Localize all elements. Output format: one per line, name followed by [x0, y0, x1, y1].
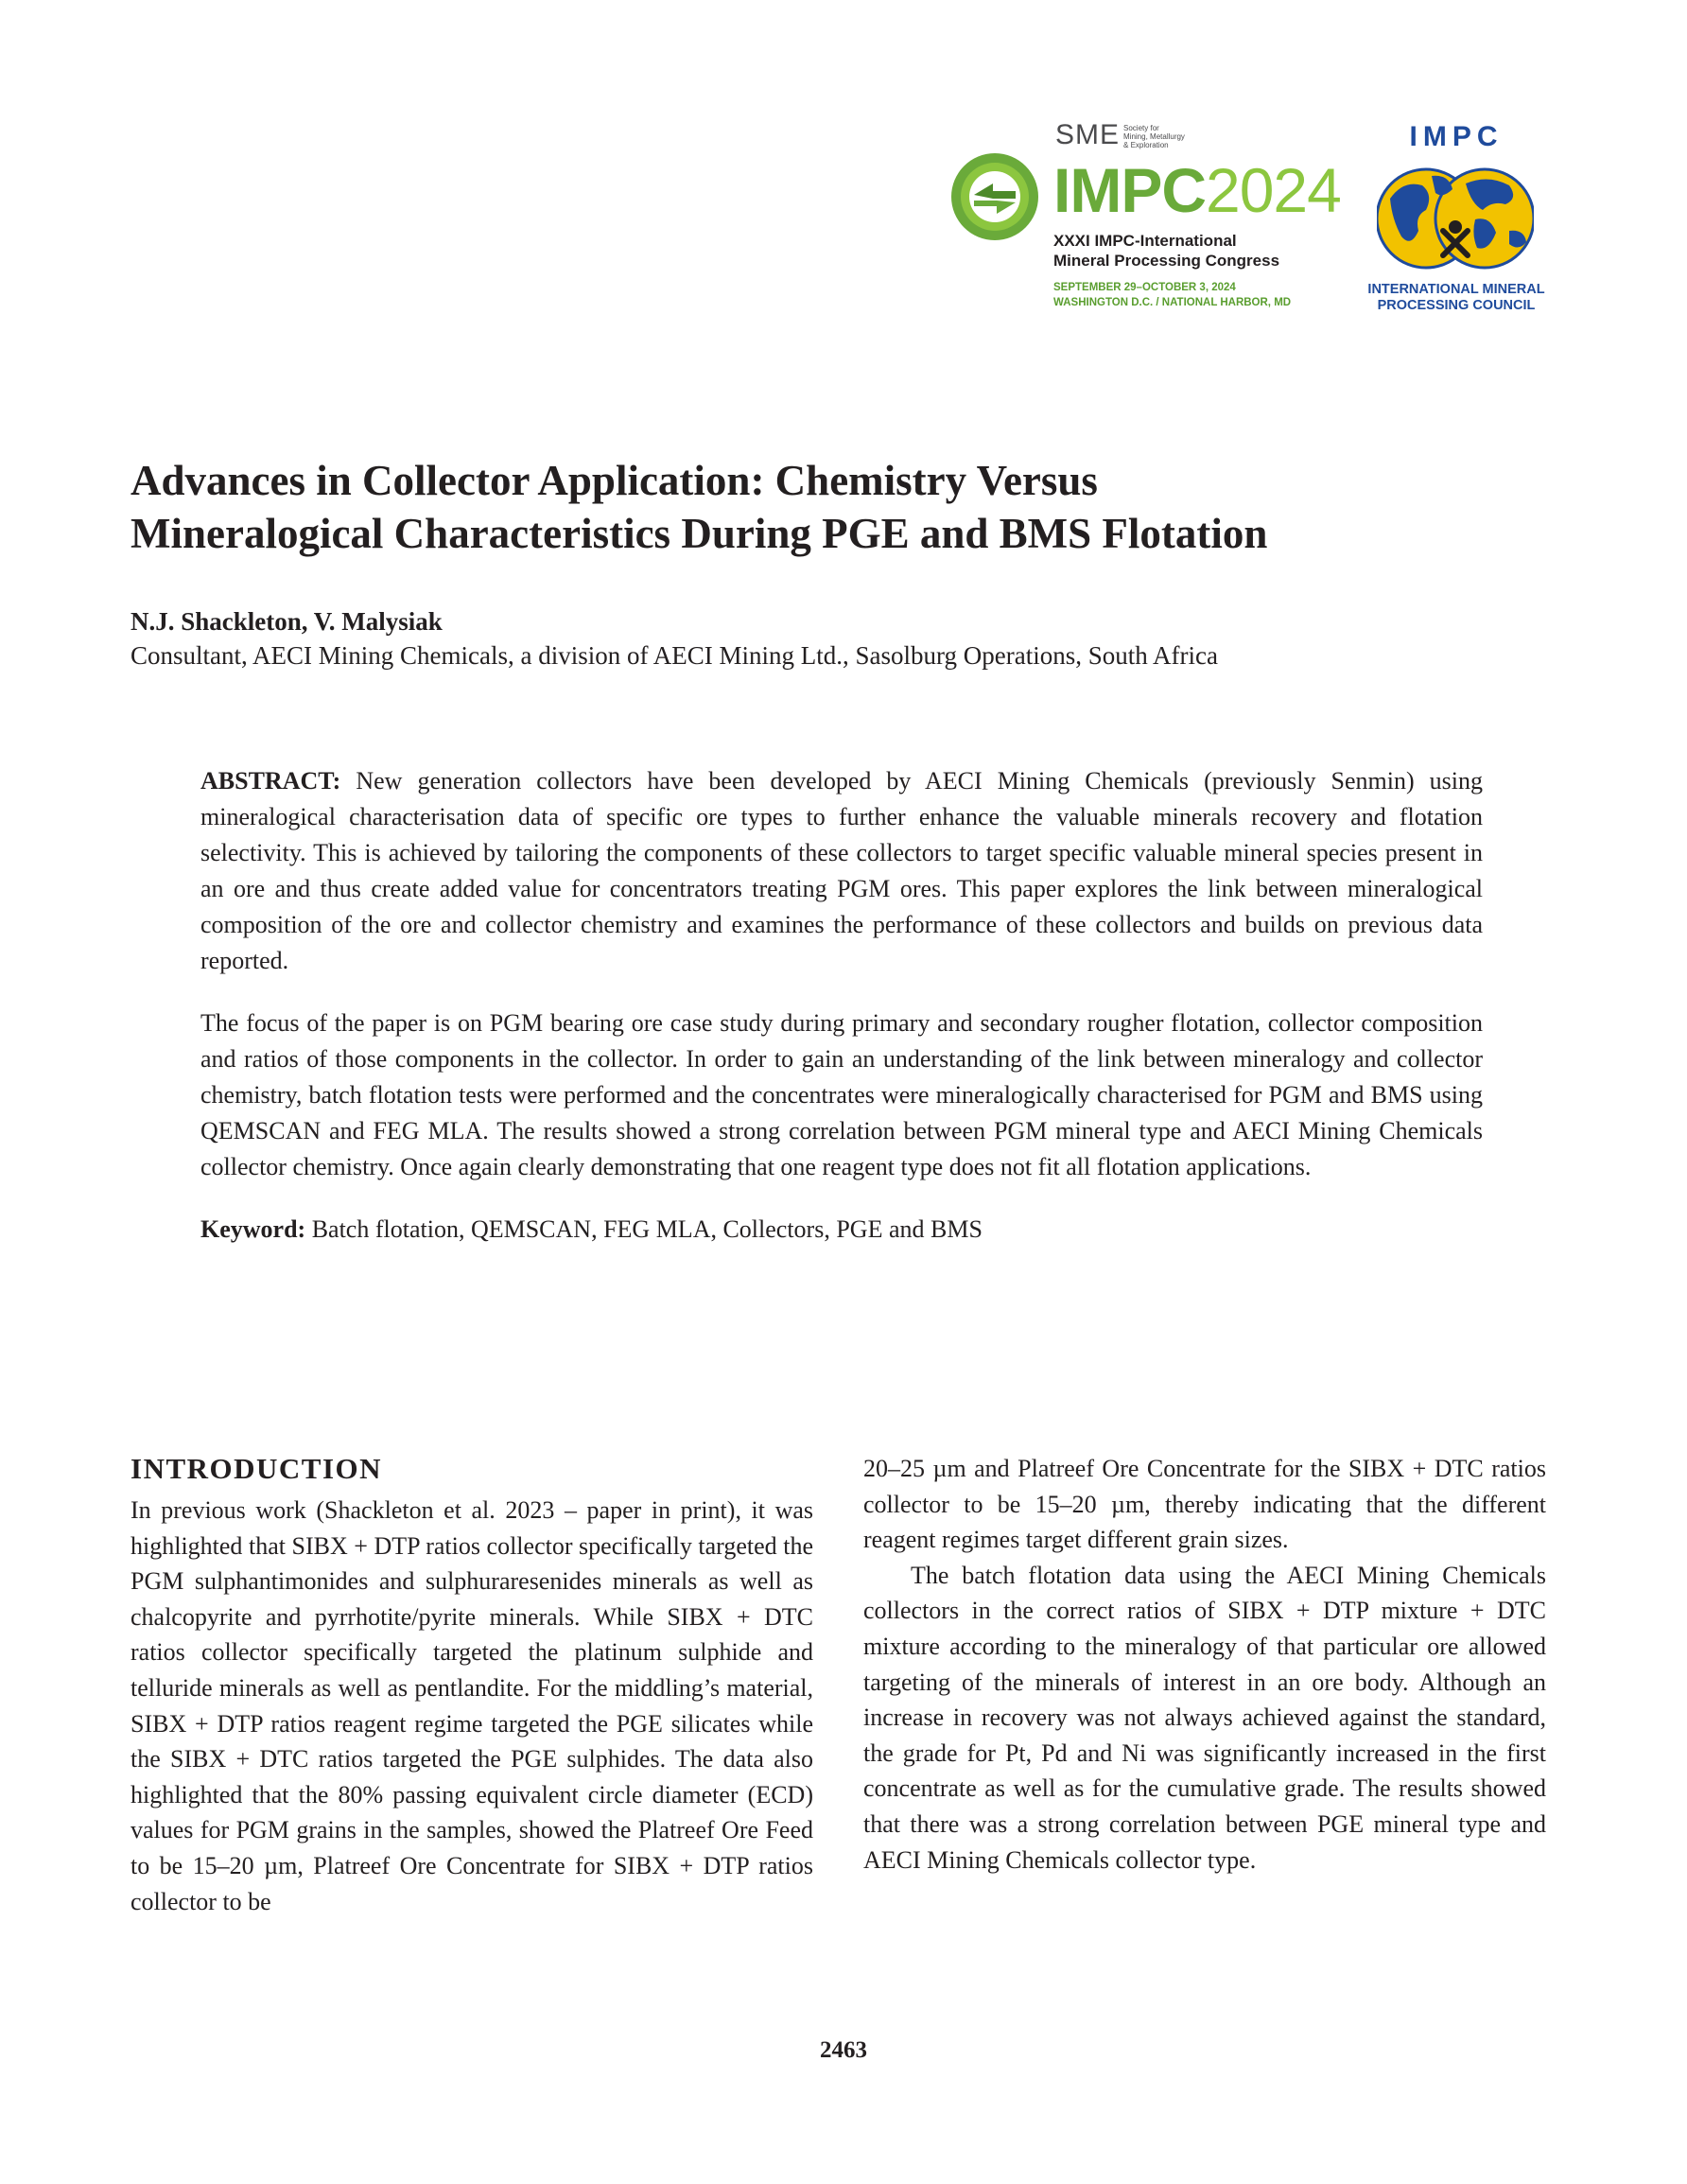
author-affiliation: Consultant, AECI Mining Chemicals, a division of AECI Mining Ltd., Sasolburg Operations, South Africa [130, 641, 1218, 670]
sme-logo [1055, 121, 1185, 149]
abstract-text: New generation collectors have been developed by AECI Mining Chemicals (previously Senmin) using mineralogical characterisation data of specific ore types to further enhance the valuable minerals recovery and flotation selectivity. This is achieved by tailoring the components of these collectors to target specific valuable mineral species present in an ore and thus create added value for concentrators treating PGM ores. This paper explores the link between mineralogical composition of the ore and collector chemistry and examines the performance of these collectors and builds on previous data reported. [200, 767, 1483, 974]
congress-dates: SEPTEMBER 29–OCTOBER 3, 2024 [1053, 282, 1236, 293]
sme-wordmark: SME [1055, 119, 1121, 150]
congress-date-location [1053, 280, 1291, 310]
sme-tagline [1123, 124, 1185, 149]
keywords [200, 1212, 1483, 1248]
impc-wordmark-year: 2024 [1206, 155, 1341, 225]
congress-location: WASHINGTON D.C. / NATIONAL HARBOR, MD [1053, 297, 1292, 308]
council-name-line: PROCESSING COUNCIL [1377, 298, 1536, 313]
impc-emblem-icon [949, 151, 1040, 242]
abstract-paragraph: The focus of the paper is on PGM bearing ore case study during primary and secondary rougher flotation, collector composition and ratios of those components in the collector. In order to gain an understanding of the link between mineralogy and collector chemistry, batch flotation tests were performed and the concentrates were mineralogically characterised for PGM and BMS using QEMSCAN and FEG MLA. The results showed a strong correlation between PGM mineral type and AECI Mining Chemicals collector chemistry. Once again clearly demonstrating that one reagent type does not fit all flotation applications. [200, 1009, 1483, 1180]
council-name-line: INTERNATIONAL MINERAL [1367, 282, 1545, 297]
impc-council-logo [1352, 123, 1560, 322]
intro-paragraph: In previous work (Shackleton et al. 2023 – paper in print), it was highlighted that SIBX + DTP ratios collector specifically targeted the PGM sulphantimonides and sulphuraresenides minerals as well as chalcopyrite and pyrrhotite/pyrite minerals. While SIBX + DTC ratios collector specifically targeted the platinum sulphide and telluride minerals as well as pentlandite. For the middling’s material, SIBX + DTP ratios reagent regime targeted the PGE silicates while the SIBX + DTC ratios targeted the PGE sulphides. The data also highlighted that the 80% passing equivalent circle diameter (ECD) values for PGM grains in the samples, showed the Platreef Ore Feed to be 15–20 µm, Platreef Ore Concentrate for SIBX + DTP ratios collector to be [130, 1496, 813, 1915]
paper-authors: N.J. Shackleton, V. Malysiak [130, 607, 443, 636]
globe-icon [1377, 161, 1534, 276]
paper-title-line: Advances in Collector Application: Chemistry Versus [130, 457, 1098, 504]
paper-title [130, 454, 1549, 560]
council-acronym: IMPC [1409, 121, 1504, 152]
impc-wordmark-text: IMPC [1053, 155, 1206, 225]
abstract-label: ABSTRACT: [200, 767, 341, 795]
council-name [1352, 282, 1560, 314]
impc2024-logo [949, 117, 1341, 325]
congress-subtitle-line: Mineral Processing Congress [1053, 252, 1280, 270]
sme-tagline-line: Society for [1123, 124, 1159, 132]
keyword-label: Keyword: [200, 1215, 306, 1243]
body-column-right [863, 1451, 1546, 1878]
page-number: 2463 [820, 2037, 867, 2063]
sme-tagline-line: Mining, Metallurgy [1123, 132, 1185, 141]
intro-paragraph-continued: 20–25 µm and Platreef Ore Concentrate for the SIBX + DTC ratios collector to be 15–20 µm, thereby indicating that the different reagent regimes target different grain sizes. [863, 1455, 1546, 1554]
sme-tagline-line: & Exploration [1123, 141, 1169, 149]
abstract [200, 763, 1483, 1274]
congress-subtitle [1053, 231, 1279, 271]
intro-paragraph: The batch flotation data using the AECI Mining Chemicals collectors in the correct ratios of SIBX + DTP mixture + DTC mixture according to the mineralogy of that particular ore allowed targeting of the minerals of interest in an ore body. Although an increase in recovery was not always achieved against the standard, the grade for Pt, Pd and Ni was significantly increased in the first concentrate as well as for the cumulative grade. The results showed that there was a strong correlation between PGE mineral type and AECI Mining Chemicals collector type. [863, 1561, 1546, 1874]
congress-subtitle-line: XXXI IMPC-International [1053, 232, 1237, 250]
paper-title-line: Mineralogical Characteristics During PGE and BMS Flotation [130, 510, 1268, 557]
abstract-paragraph [200, 763, 1483, 979]
section-heading-introduction: INTRODUCTION [130, 1452, 383, 1485]
keyword-list: Batch flotation, QEMSCAN, FEG MLA, Collectors, PGE and BMS [311, 1215, 983, 1243]
body-column-left [130, 1449, 813, 1919]
impc2024-wordmark [1053, 155, 1341, 225]
